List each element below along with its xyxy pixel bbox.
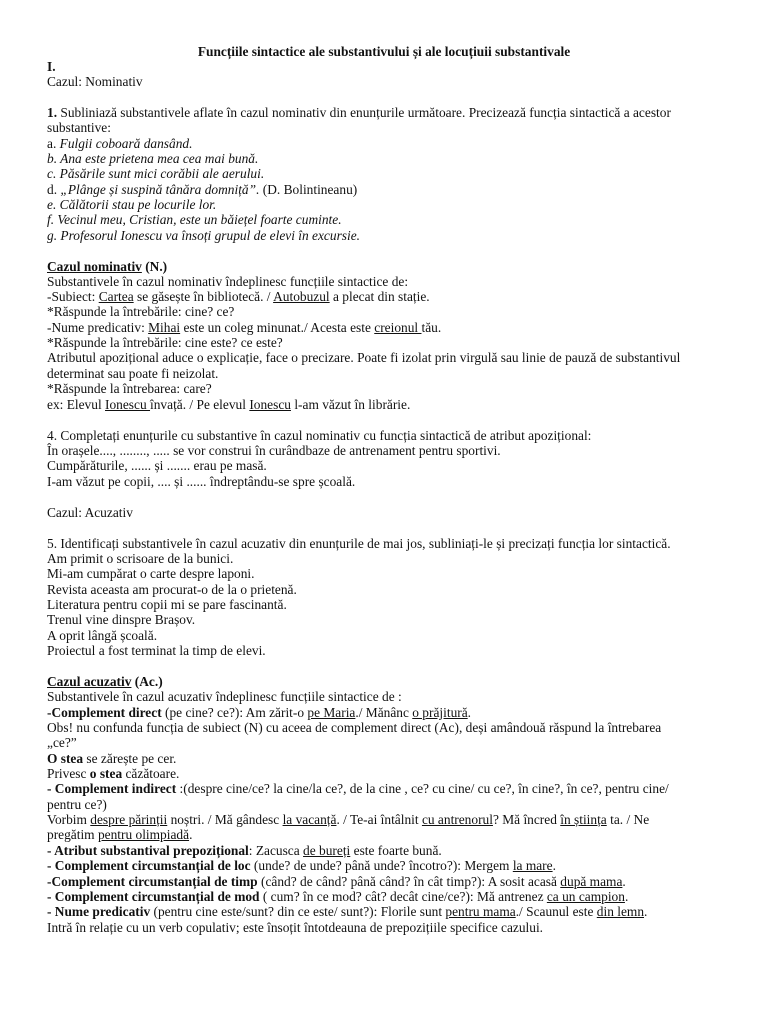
exercise-5-sentence: Revista aceasta am procurat-o de la o prietenă. bbox=[47, 582, 297, 597]
observation-note: Obs! nu confunda funcția de subiect (N) cu aceea de complement direct (Ac), deși amândouă răspund la întrebarea bbox=[47, 720, 662, 735]
prepositional-attribute-example: - Atribut substantival prepozițional: Zacusca de bureți este foarte bună. bbox=[47, 843, 442, 858]
sentence-a: a. Fulgii coboară dansând. bbox=[47, 136, 193, 151]
indirect-object-definition: - Complement indirect :(despre cine/ce? la cine/la ce?, de la cine , ce? cu cine/ cu ce?, în cine?, în ce?, pentru cine/ bbox=[47, 781, 669, 796]
manner-adverbial-example: - Complement circumstanțial de mod ( cum? în ce mod? cât? decât cine/ce?): Mă antrenez ca un campion. bbox=[47, 889, 629, 904]
exercise-4-line: În orașele...., ........, ..... se vor construi în curândbaze de antrenament pentru sportivi. bbox=[47, 443, 501, 458]
sentence-e: e. Călătorii stau pe locurile lor. bbox=[47, 197, 217, 212]
exercise-4-line: Cumpărăturile, ...... și ....... erau pe masă. bbox=[47, 458, 267, 473]
sentence-f: f. Vecinul meu, Cristian, este un băiețel foarte cuminte. bbox=[47, 212, 342, 227]
appositive-definition: Atributul apozițional aduce o explicație, face o precizare. Poate fi izolat prin virgulă sau linie de pauză de substantivul bbox=[47, 350, 681, 365]
subject-example: -Subiect: Cartea se găsește în bibliotecă. / Autobuzul a plecat din stație. bbox=[47, 289, 430, 304]
final-note: Intră în relație cu un verb copulativ; este însoțit întotdeauna de prepozițiile specifice cazului. bbox=[47, 920, 544, 935]
appositive-example: ex: Elevul Ionescu învață. / Pe elevul Ionescu l-am văzut în librărie. bbox=[47, 397, 411, 412]
indirect-object-examples-cont: pregătim pentru olimpiadă. bbox=[47, 827, 193, 842]
time-adverbial-example: -Complement circumstanțial de timp (când? de când? până când? în cât timp?): A sosit acasă după mama. bbox=[47, 874, 626, 889]
exercise-4-line: I-am văzut pe copii, .... și ...... îndreptându-se spre școală. bbox=[47, 474, 356, 489]
accusative-heading: Cazul acuzativ (Ac.) bbox=[47, 674, 163, 689]
sentence-b: b. Ana este prietena mea cea mai bună. bbox=[47, 151, 259, 166]
appositive-question: *Răspunde la întrebarea: care? bbox=[47, 381, 212, 396]
case-heading-accusative: Cazul: Acuzativ bbox=[47, 505, 133, 520]
exercise-number: 1. bbox=[47, 105, 58, 120]
exercise-5-sentence: Literatura pentru copii mi se pare fascinantă. bbox=[47, 597, 287, 612]
exercise-5-sentence: Proiectul a fost terminat la timp de elevi. bbox=[47, 643, 266, 658]
exercise-5-intro: 5. Identificați substantivele în cazul acuzativ din enunțurile de mai jos, subliniați-le și precizați funcția lor sintactică. bbox=[47, 536, 671, 551]
sentence-g: g. Profesorul Ionescu va însoți grupul de elevi în excursie. bbox=[47, 228, 360, 243]
appositive-definition-cont: determinat sau poate fi neizolat. bbox=[47, 366, 219, 381]
subject-star-example: O stea se zărește pe cer. bbox=[47, 751, 177, 766]
direct-object-example: -Complement direct (pe cine? ce?): Am zărit-o pe Maria./ Mănânc o prăjitură. bbox=[47, 705, 472, 720]
object-star-example: Privesc o stea căzătoare. bbox=[47, 766, 180, 781]
predicative-accusative-example: - Nume predicativ (pentru cine este/sunt? din ce este/ sunt?): Florile sunt pentru mama./ Scaunul este din lemn. bbox=[47, 904, 648, 919]
exercise-1-intro-cont: substantive: bbox=[47, 120, 111, 135]
predicative-example: -Nume predicativ: Mihai este un coleg minunat./ Acesta este creionul tău. bbox=[47, 320, 442, 335]
case-heading-nominative: Cazul: Nominativ bbox=[47, 74, 143, 89]
exercise-5-sentence: Trenul vine dinspre Brașov. bbox=[47, 612, 196, 627]
exercise-1-intro: 1. Subliniază substantivele aflate în cazul nominativ din enunțurile următoare. Precizează funcția sintactică a acestor bbox=[47, 105, 671, 120]
exercise-5-sentence: A oprit lângă școală. bbox=[47, 628, 158, 643]
observation-note-cont: „ce?” bbox=[47, 735, 77, 750]
exercise-5-sentence: Mi-am cumpărat o carte despre laponi. bbox=[47, 566, 255, 581]
place-adverbial-example: - Complement circumstanțial de loc (unde? de unde? până unde? încotro?): Mergem la mare. bbox=[47, 858, 556, 873]
predicative-questions: *Răspunde la întrebările: cine este? ce este? bbox=[47, 335, 283, 350]
subject-questions: *Răspunde la întrebările: cine? ce? bbox=[47, 304, 235, 319]
sentence-d: d. „Plânge și suspină tânăra domniță”. (D. Bolintineanu) bbox=[47, 182, 358, 197]
indirect-object-examples: Vorbim despre părinții noștri. / Mă gândesc la vacanță. / Te-ai întâlnit cu antrenorul? Mă încred în știința ta. / Ne bbox=[47, 812, 650, 827]
document-title: Funcțiile sintactice ale substantivului și ale locuțiuii substantivale bbox=[197, 44, 571, 59]
nominative-heading: Cazul nominativ (N.) bbox=[47, 259, 168, 274]
exercise-5-sentence: Am primit o scrisoare de la bunici. bbox=[47, 551, 234, 566]
section-roman-numeral: I. bbox=[47, 59, 56, 74]
nominative-functions-intro: Substantivele în cazul nominativ îndeplinesc funcțiile sintactice de: bbox=[47, 274, 409, 289]
indirect-object-definition-cont: pentru ce?) bbox=[47, 797, 107, 812]
sentence-c: c. Păsările sunt mici corăbii ale aerului. bbox=[47, 166, 265, 181]
exercise-4-intro: 4. Completați enunțurile cu substantive în cazul nominativ cu funcția sintactică de atribut apozițional: bbox=[47, 428, 592, 443]
accusative-functions-intro: Substantivele în cazul acuzativ îndeplinesc funcțiile sintactice de : bbox=[47, 689, 402, 704]
